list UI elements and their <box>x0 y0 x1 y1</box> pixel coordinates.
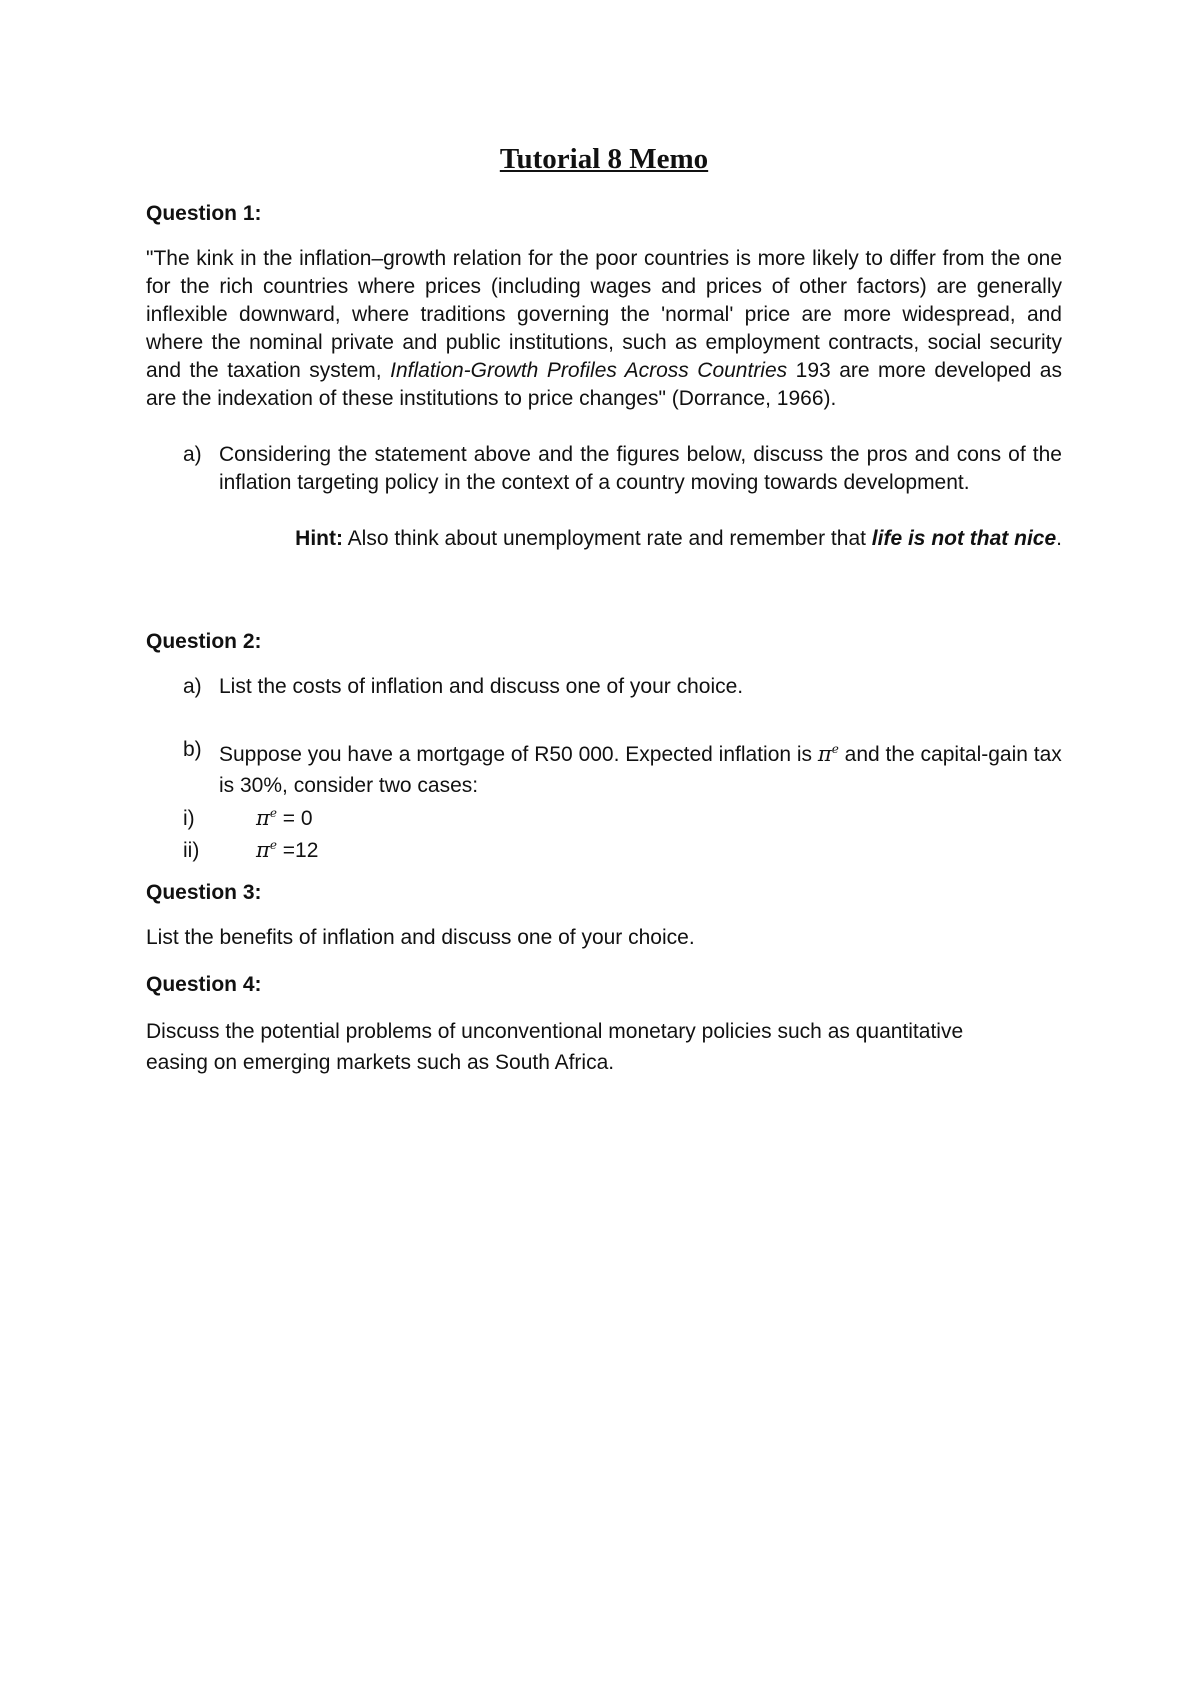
case-ii-value: =12 <box>276 839 319 862</box>
question-2a <box>183 673 1062 701</box>
hint-text: Also think about unemployment rate and remember that <box>343 527 872 550</box>
question-1-hint <box>219 525 1062 553</box>
question-4-heading: Question 4: <box>146 973 262 996</box>
question-1a-text: Considering the statement above and the figures below, discuss the pros and cons of the inflation targeting policy in the context of a country moving towards development. <box>219 443 1062 494</box>
case-marker: i) <box>183 807 195 830</box>
question-2b-text <box>219 734 1062 801</box>
question-1-quote <box>146 245 1062 413</box>
quote-text-part1: "The kink in the inflation–growth relation for the poor countries is more likely to differ from the one for the rich countries where prices (including wages and prices of other factors) are generally inflexible downward, where traditions governing the 'normal' price are more widespread, and where the nominal private and public institutions, such as employment contracts, social security and the taxation system, <box>146 247 1062 382</box>
question-2b-text2: and the capital-gain tax is 30%, consider two cases: <box>219 743 1062 797</box>
pi-expected-symbol <box>818 742 839 766</box>
quote-text-part2: 193 are more developed as are the indexation of these institutions to price changes" (Dorrance, 1966). <box>146 359 1062 410</box>
quote-italic-title: Inflation-Growth Profiles Across Countries <box>390 359 788 382</box>
list-marker: a) <box>183 443 202 466</box>
case-marker: ii) <box>183 839 200 862</box>
pi-symbol: π <box>817 742 832 766</box>
question-2-heading: Question 2: <box>146 630 262 653</box>
question-2b-case-i <box>183 799 313 833</box>
pi-symbol: π <box>256 838 270 862</box>
pi-superscript: e <box>269 838 277 852</box>
question-2a-text: List the costs of inflation and discuss one of your choice. <box>219 675 744 698</box>
question-2b-text1: Suppose you have a mortgage of R50 000. Expected inflation is <box>219 743 818 766</box>
hint-end: . <box>1056 527 1062 550</box>
hint-emphasis: life is not that nice <box>871 527 1057 550</box>
question-1a <box>183 441 1062 497</box>
pi-symbol: π <box>256 806 270 830</box>
question-2b-case-ii <box>183 831 318 865</box>
list-marker: b) <box>183 738 202 761</box>
pi-expected-symbol <box>256 838 277 862</box>
case-i-value: = 0 <box>276 807 313 830</box>
question-3-text: List the benefits of inflation and discuss one of your choice. <box>146 926 695 949</box>
document-title: Tutorial 8 Memo <box>499 143 709 175</box>
pi-expected-symbol <box>256 806 277 830</box>
list-marker: a) <box>183 675 202 698</box>
question-1-heading: Question 1: <box>146 202 262 225</box>
pi-superscript: e <box>269 806 277 820</box>
pi-superscript: e <box>831 742 839 756</box>
question-2b <box>183 734 1062 801</box>
question-3-heading: Question 3: <box>146 881 262 904</box>
hint-label: Hint: <box>295 527 343 550</box>
question-4-text: Discuss the potential problems of unconventional monetary policies such as quantitative easing on emerging markets such as South Africa. <box>146 1020 964 1074</box>
